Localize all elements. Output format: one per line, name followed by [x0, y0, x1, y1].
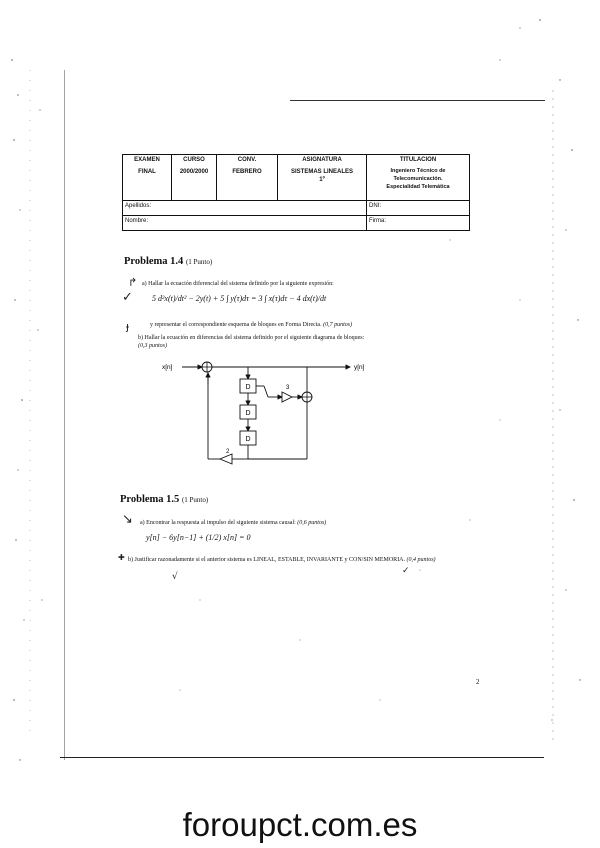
nombre-field: Nombre:	[123, 216, 367, 231]
delay-block-3: D	[245, 436, 251, 443]
handwritten-check-2: ✓	[402, 566, 410, 576]
conv-cell: CONV. FEBRERO	[217, 155, 278, 201]
problem-1-4-equation: 5 d²x(t)/dt² − 2y(t) + 5 ∫ y(τ)dτ = 3 ∫ x(τ)dτ − 4 dx(t)/dt	[152, 294, 327, 303]
asignatura-cell: ASIGNATURA SISTEMAS LINEALES 1º	[278, 155, 367, 201]
adder-symbols	[202, 362, 312, 402]
problem-1-5-equation: y[n] − 6y[n−1] + (1/2) x[n] = 0	[146, 533, 251, 542]
gain-2-label: 2	[226, 449, 230, 455]
gain-3-label: 3	[286, 385, 290, 391]
handwritten-check: ✓	[122, 290, 133, 305]
problem-1-4-part-b: b) Hallar la ecuación en diferencias del sistema definido por el siguiente diagrama de bloques: (0,3 puntos)	[138, 335, 365, 349]
handwritten-hook: ɟ	[126, 320, 130, 333]
curso-cell: CURSO 2000/2000	[172, 155, 217, 201]
handwritten-check-3: √	[172, 572, 178, 582]
delay-block-1: D	[245, 384, 251, 391]
handwritten-arrow: ↘	[122, 512, 133, 527]
problem-1-4-part-a2: y representar el correspondiente esquema de bloques en Forma Directa. (0,7 puntos)	[150, 322, 353, 328]
problem-1-5-part-b: b) Justificar razonadamente si el anterior sistema es LINEAL, ESTABLE, INVARIANTE y CON/SIN MEMORIA. (0,4 puntos)	[128, 557, 436, 563]
dni-field: DNI:	[367, 201, 470, 216]
examen-cell: EXAMEN FINAL	[123, 155, 172, 201]
apellidos-field: Apellidos:	[123, 201, 367, 216]
page-number: 2	[476, 678, 480, 686]
problem-1-5-part-a: a) Encontrar la respuesta al impulso del siguiente sistema causal: (0,6 puntos)	[140, 520, 327, 526]
left-margin-rule	[64, 70, 65, 760]
handwritten-mark: ↱	[128, 276, 138, 289]
input-label: x[n]	[162, 364, 173, 371]
top-rule	[290, 100, 545, 101]
delay-block-2: D	[245, 410, 251, 417]
problem-1-5-title: Problema 1.5 (1 Punto)	[120, 494, 209, 505]
bottom-rule	[60, 757, 544, 758]
handwritten-bullet: ✚	[118, 553, 125, 562]
titulacion-cell: TITULACION Ingeniero Técnico de Telecomunicación. Especialidad Telemática	[367, 155, 470, 201]
site-watermark: foroupct.com.es	[182, 806, 418, 843]
block-diagram	[160, 355, 380, 470]
problem-1-4-title: Problema 1.4 (1 Punto)	[124, 256, 213, 267]
problem-1-4-part-a: a) Hallar la ecuación diferencial del sistema definido por la siguiente expresión:	[142, 281, 334, 287]
exam-header-table	[122, 154, 470, 231]
firma-field: Firma:	[367, 216, 470, 231]
output-label: y[n]	[354, 364, 365, 371]
